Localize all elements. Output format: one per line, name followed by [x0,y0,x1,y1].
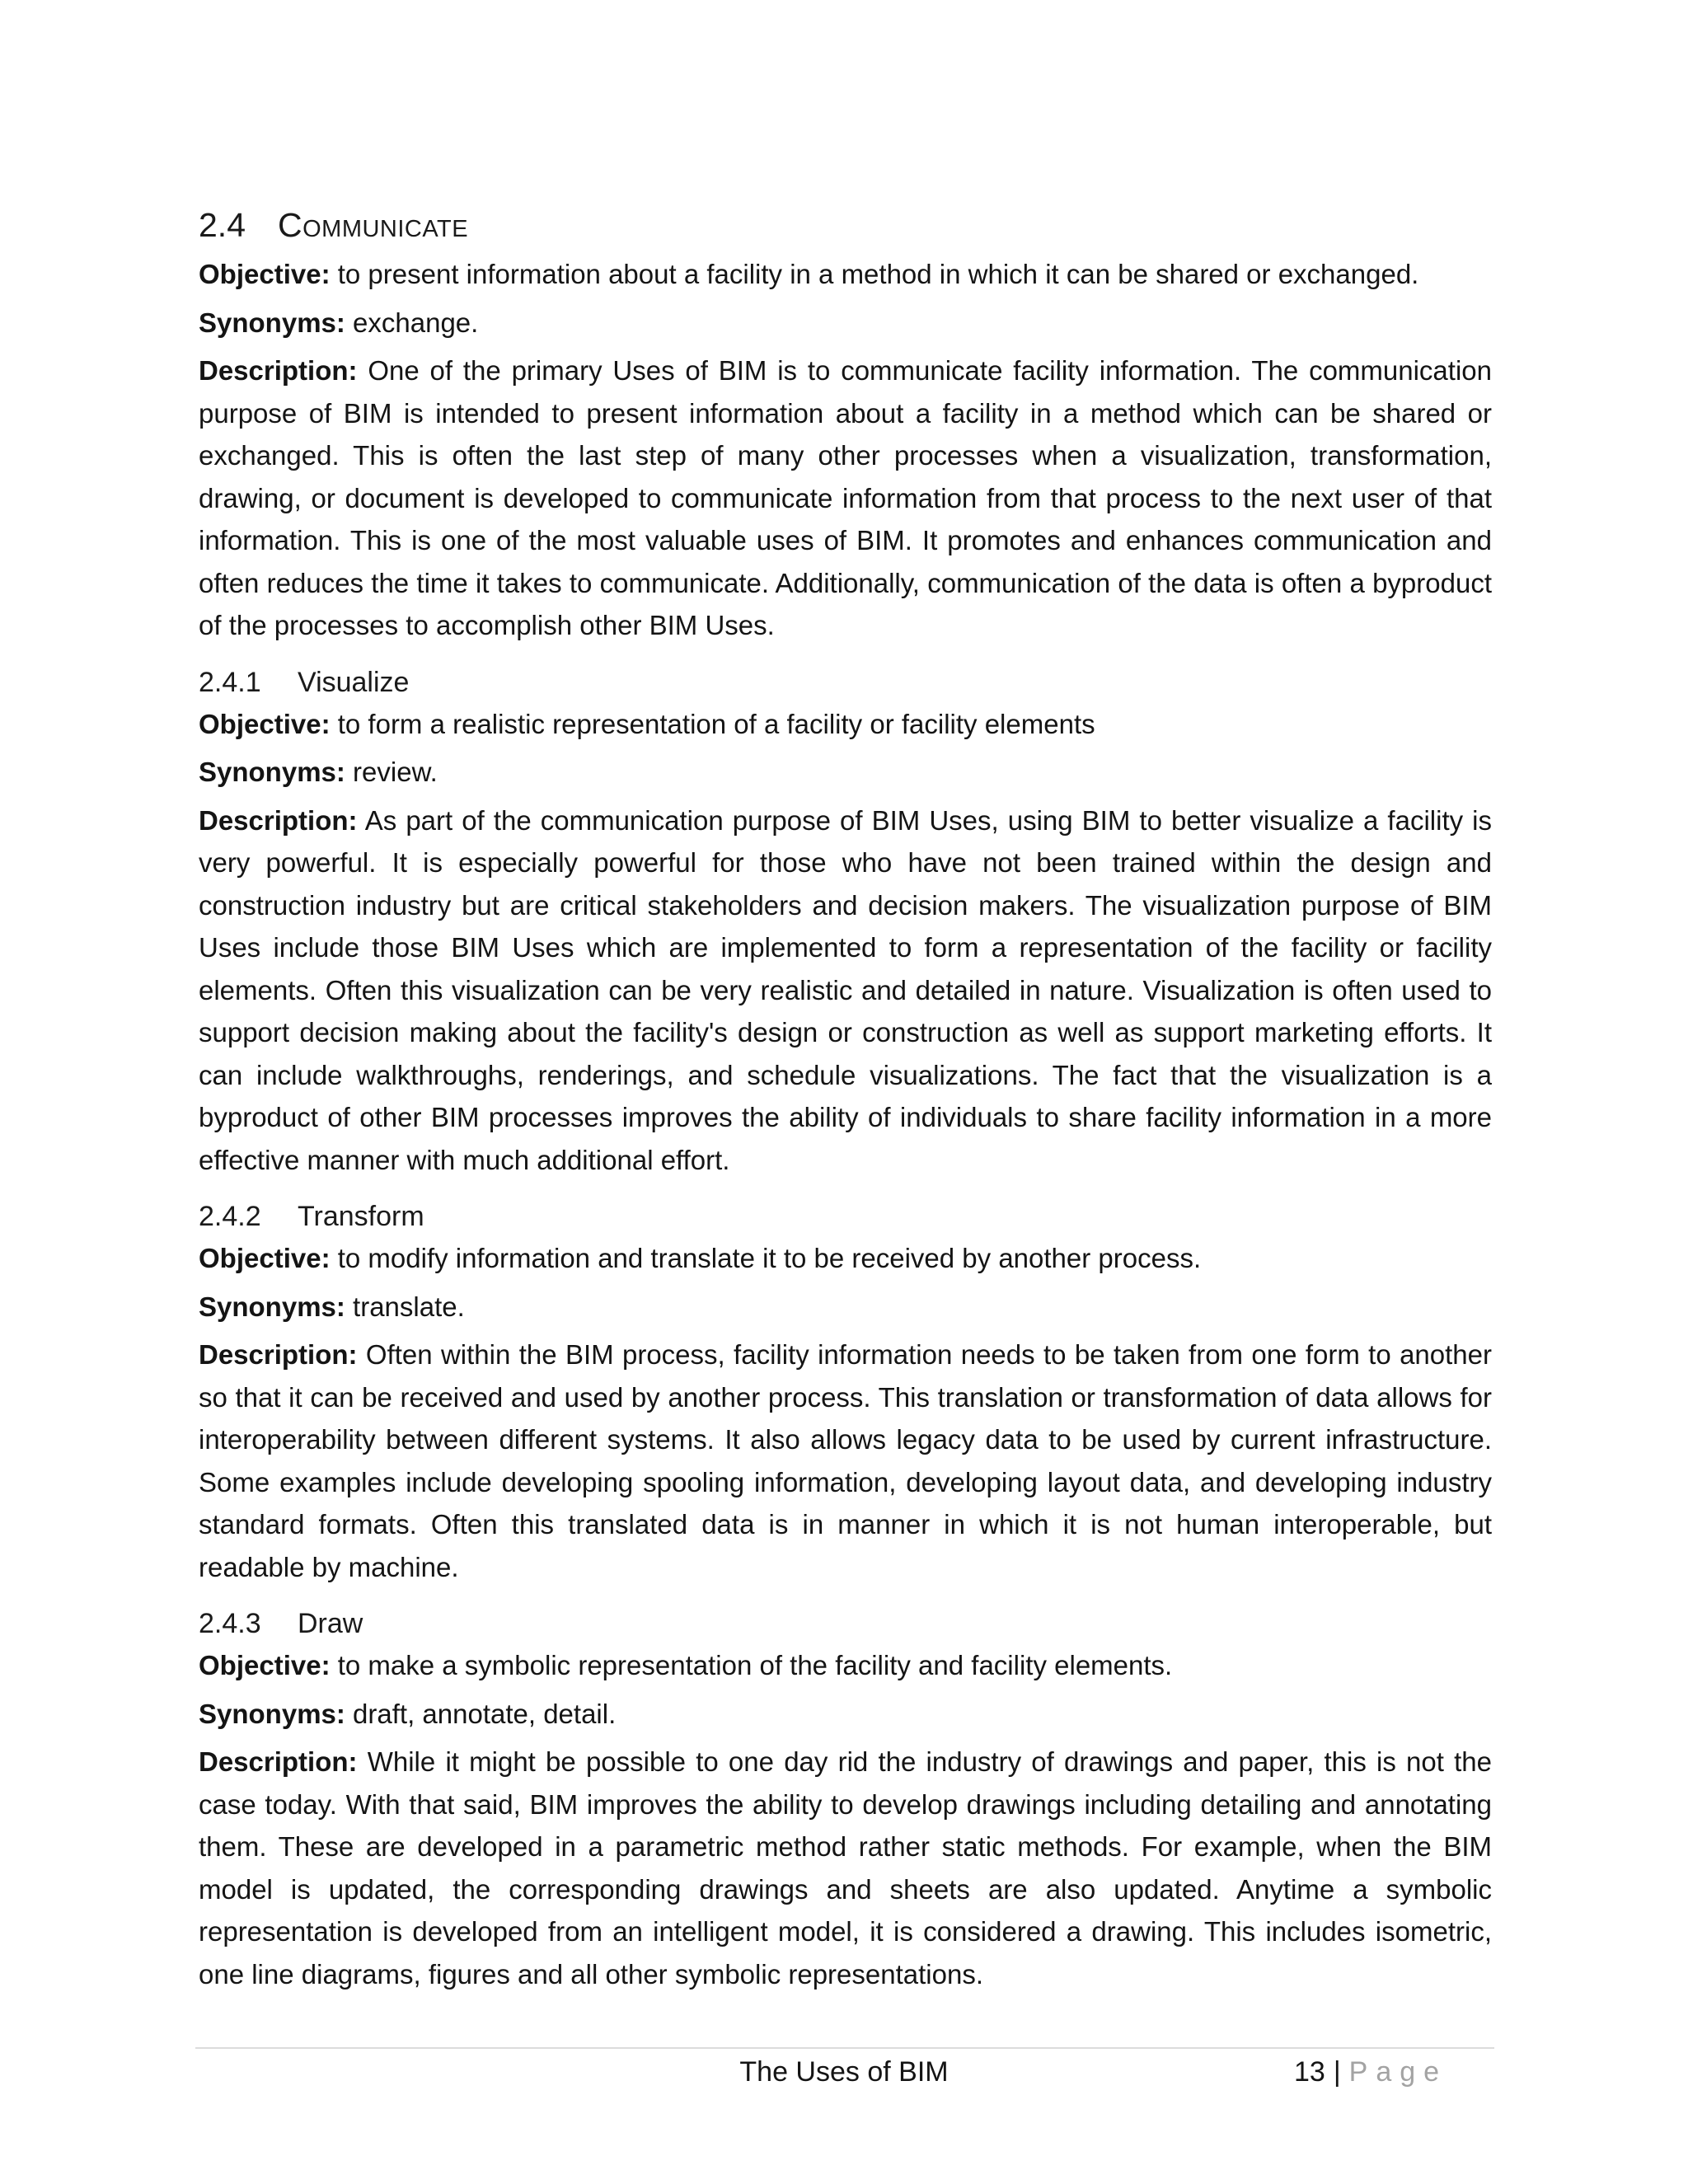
visualize-description [199,799,1492,1182]
description-text: Often within the BIM process, facility information needs to be taken from one form to another so that it can be received and used by another process. This translation or transformation of data allows for interoperability between different systems. It also allows legacy data to be used by current infrastructure. Some examples include developing spooling information, developing layout data, and developing industry standard formats. Often this translated data is in manner in which it is not human interoperable, but readable by machine. [199,1339,1492,1582]
footer-page-number [1294,2049,1447,2095]
section-number: 2.4 [199,206,246,244]
synonyms-text: exchange. [345,307,479,338]
synonyms-label: Synonyms: [199,1291,345,1322]
transform-objective [199,1237,1492,1280]
synonyms-text: review. [345,757,438,787]
synonyms-text: translate. [345,1291,465,1322]
draw-objective [199,1644,1492,1687]
objective-label: Objective: [199,1243,331,1273]
objective-text: to present information about a facility in a method in which it can be shared or exchanged. [330,259,1419,289]
objective-label: Objective: [199,259,331,289]
visualize-objective [199,703,1492,746]
subsection-title: Draw [298,1608,363,1639]
objective-text: to modify information and translate it to be received by another process. [330,1243,1202,1273]
page-separator: | [1333,2056,1341,2088]
draw-description [199,1741,1492,1995]
section-heading [199,202,1492,248]
objective-label: Objective: [199,1650,331,1680]
subsection-heading-draw [199,1605,1492,1643]
description-label: Description: [199,1746,358,1777]
subsection-heading-transform [199,1197,1492,1235]
visualize-synonyms [199,751,1492,794]
transform-description [199,1333,1492,1588]
description-text: One of the primary Uses of BIM is to communicate facility information. The communication purpose of BIM is intended to present information about a facility in a method which can be shared or exchanged. This is often the last step of many other processes when a visualization, transformation, drawing, or document is developed to communicate information from that process to the next user of that information. This is one of the most valuable uses of BIM. It promotes and enhances communication and often reduces the time it takes to communicate. Additionally, communication of the data is often a byproduct of the processes to accomplish other BIM Uses. [199,355,1492,640]
synonyms-label: Synonyms: [199,307,345,338]
description-label: Description: [199,1339,358,1370]
transform-synonyms [199,1286,1492,1329]
description-text: While it might be possible to one day rid the industry of drawings and paper, this is not the case today. With that said, BIM improves the ability to develop drawings including detailing and annotating them. These are developed in a parametric method rather static methods. For example, when the BIM model is updated, the corresponding drawings and sheets are also updated. Anytime a symbolic representation is developed from an intelligent model, it is considered a drawing. This includes isometric, one line diagrams, figures and all other symbolic representations. [199,1746,1492,1990]
objective-label: Objective: [199,708,331,739]
description-label: Description: [199,804,358,836]
draw-synonyms [199,1693,1492,1736]
section-synonyms [199,302,1492,344]
page-label: Page [1348,2056,1448,2088]
page-number: 13 [1294,2056,1325,2088]
subsection-title: Visualize [298,666,410,698]
subsection-heading-visualize [199,663,1492,701]
synonyms-label: Synonyms: [199,757,345,787]
description-label: Description: [199,355,358,386]
section-description [199,349,1492,647]
section-objective [199,253,1492,296]
synonyms-label: Synonyms: [199,1698,345,1729]
subsection-number: 2.4.3 [199,1608,261,1639]
subsection-number: 2.4.1 [199,666,261,698]
footer-title: The Uses of BIM [739,2056,949,2088]
description-text: As part of the communication purpose of BIM Uses, using BIM to better visualize a facility is very powerful. It is especially powerful for those who have not been trained within the design and construction industry but are critical stakeholders and decision makers. The visualization purpose of BIM Uses include those BIM Uses which are implemented to form a representation of the facility or facility elements. Often this visualization can be very realistic and detailed in nature. Visualization is often used to support decision making about the facility's design or construction as well as support marketing efforts. It can include walkthroughs, renderings, and schedule visualizations. The fact that the visualization is a byproduct of other BIM processes improves the ability of individuals to share facility information in a more effective manner with much additional effort. [199,804,1492,1175]
subsection-title: Transform [298,1201,424,1232]
section-title: Communicate [278,206,469,244]
synonyms-text: draft, annotate, detail. [345,1698,617,1729]
objective-text: to form a realistic representation of a facility or facility elements [330,708,1095,739]
objective-text: to make a symbolic representation of the facility and facility elements. [330,1650,1173,1680]
subsection-number: 2.4.2 [199,1201,261,1232]
page-content [199,202,1492,2001]
